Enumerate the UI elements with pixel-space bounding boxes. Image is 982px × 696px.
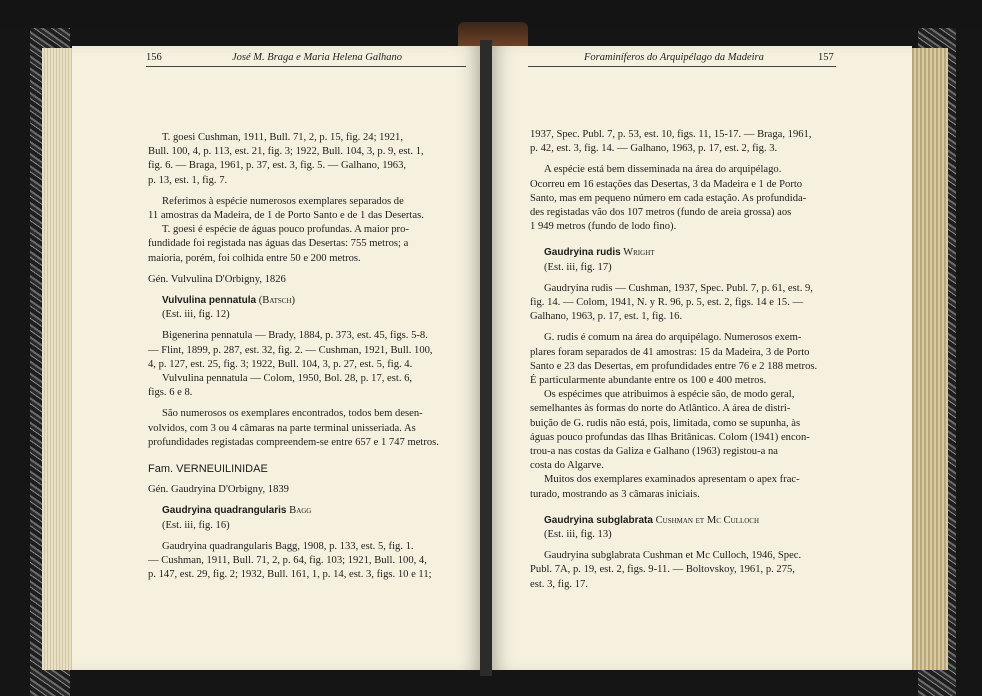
text-line: Santo e 23 das Desertas, em profundidades entre 76 e 2 188 metros. [530, 360, 818, 372]
species-heading [148, 294, 450, 308]
text-line: est. 3, fig. 17. [530, 578, 588, 590]
species-name: Gaudryina subglabrata [544, 514, 653, 526]
text-line: Gaudryina subglabrata Cushman et Mc Culloch, 1946, Spec. [544, 550, 802, 562]
text-line: plares foram separados de 41 amostras: 15 da Madeira, 3 de Porto [530, 346, 810, 358]
left-header-rule [146, 66, 466, 67]
plate-reference: (Est. iii, fig. 16) [162, 519, 230, 531]
text-line: p. 147, est. 29, fig. 2; 1932, Bull. 161, 1, p. 14, est. 3, figs. 10 e 11; [148, 569, 432, 581]
text-line: É particularmente abundante entre os 100 e 400 metros. [530, 375, 767, 387]
text-line: des registadas vão dos 107 metros (fundo de areia grossa) aos [530, 207, 792, 219]
text-line: turado, mostrando as 3 câmaras iniciais. [530, 488, 700, 500]
text-line: T. goesi Cushman, 1911, Bull. 71, 2, p. 15, fig. 24; 1921, [162, 132, 404, 143]
right-page-number: 157 [818, 52, 834, 63]
text-line: São numerosos os exemplares encontrados, todos bem desen- [162, 408, 423, 420]
species-heading [148, 504, 450, 518]
right-header-rule [528, 66, 836, 67]
text-line: volvidos, com 3 ou 4 câmaras na parte terminal unisseriada. As [148, 422, 416, 434]
text-line: — Flint, 1899, p. 287, est. 32, fig. 2. — Cushman, 1921, Bull. 100, [148, 344, 433, 356]
plate-reference: (Est. iii, fig. 13) [544, 529, 612, 541]
text-line: 11 amostras da Madeira, de 1 de Porto Santo e de 1 das Desertas. [148, 210, 424, 222]
text-line: 1937, Spec. Publ. 7, p. 53, est. 10, figs. 11, 15-17. — Braga, 1961, [530, 129, 812, 140]
text-line: profundidades registadas compreendem-se entre 657 e 1 747 metros. [148, 436, 439, 448]
text-line: 1 949 metros (fundo de lodo fino). [530, 221, 677, 233]
text-line: Muitos dos exemplares examinados apresentam o apex frac- [544, 474, 800, 486]
right-running-head: Foraminíferos do Arquipélago da Madeira [584, 52, 764, 63]
text-line: Os espécimes que atribuimos à espécie são, de modo geral, [544, 389, 795, 401]
genus-heading: Gén. Vulvulina D'Orbigny, 1826 [148, 273, 286, 285]
text-line: figs. 6 e 8. [148, 387, 193, 399]
text-line: fig. 14. — Colom, 1941, N. y R. 96, p. 5, est. 2, figs. 14 e 15. — [530, 297, 804, 309]
genus-heading: Gén. Gaudryina D'Orbigny, 1839 [148, 484, 289, 496]
book-gutter [480, 40, 492, 676]
text-line: fig. 6. — Braga, 1961, p. 37, est. 3, fig. 5. — Galhano, 1963, [148, 160, 407, 172]
species-heading [530, 514, 836, 528]
text-line: buição de G. rudis não está, pois, limitada, como se supunha, às [530, 417, 801, 429]
text-line: p. 13, est. 1, fig. 7. [148, 174, 228, 186]
right-page-body [530, 128, 836, 592]
text-line: águas pouco profundas das Ilhas Britânicas. Colom (1941) encon- [530, 431, 810, 443]
species-name: Gaudryina quadrangularis [162, 505, 287, 517]
text-line: Ocorreu em 16 estações das Desertas, 3 da Madeira e 1 de Porto [530, 178, 803, 190]
text-line: Gaudryina rudis — Cushman, 1937, Spec. Publ. 7, p. 61, est. 9, [544, 282, 813, 294]
text-line: costa do Algarve. [530, 460, 604, 472]
text-line: Referimos à espécie numerosos exemplares separados de [162, 195, 404, 207]
text-line: Bigenerina pennatula — Brady, 1884, p. 373, est. 45, figs. 5-8. [162, 330, 428, 342]
text-line: A espécie está bem disseminada na área do arquipélago. [544, 164, 782, 176]
text-line: 4, p. 127, est. 25, fig. 3; 1922, Bull. 104, 3, p. 27, est. 5, fig. 4. [148, 358, 413, 370]
species-author: Wright [620, 247, 655, 259]
text-line: maioria, porém, foi colhida entre 50 e 200 metros. [148, 252, 361, 264]
species-name: Gaudryina rudis [544, 247, 621, 259]
species-author: (Batsch) [256, 295, 296, 307]
text-line: Publ. 7A, p. 19, est. 2, figs. 9-11. — Boltovskoy, 1961, p. 275, [530, 564, 795, 576]
text-line: T. goesi é espécie de águas pouco profundas. A maior pro- [162, 224, 409, 236]
text-line: trou-a nas costas da Galiza e Galhano (1963) registou-a na [530, 446, 778, 458]
text-line: Santo, mas em pequeno número em cada estação. As profundida- [530, 192, 807, 204]
text-line: fundidade foi registada nas águas das Desertas: 755 metros; a [148, 238, 409, 250]
left-page-body [148, 131, 450, 582]
plate-reference: (Est. iii, fig. 17) [544, 261, 612, 273]
text-line: p. 42, est. 3, fig. 14. — Galhano, 1963, p. 17, est. 2, fig. 3. [530, 143, 778, 155]
text-line: — Cushman, 1911, Bull. 71, 2, p. 64, fig. 103; 1921, Bull. 100, 4, [148, 555, 427, 567]
species-author: Cushman et Mc Culloch [652, 514, 760, 526]
species-author: Bagg [286, 505, 312, 517]
text-line: semelhantes às formas do norte do Atlântico. A área de distri- [530, 403, 791, 415]
left-page-number: 156 [146, 52, 162, 63]
family-heading: Fam. VERNEUILINIDAE [148, 463, 268, 476]
species-heading [530, 246, 836, 260]
species-name: Vulvulina pennatula [162, 295, 257, 307]
plate-reference: (Est. iii, fig. 12) [162, 309, 230, 321]
right-page-edges [906, 48, 948, 670]
left-running-head: José M. Braga e Maria Helena Galhano [232, 52, 403, 63]
text-line: Galhano, 1963, p. 17, est. 1, fig. 16. [530, 311, 683, 323]
text-line: Vulvulina pennatula — Colom, 1950, Bol. 28, p. 17, est. 6, [162, 373, 413, 385]
text-line: G. rudis é comum na área do arquipélago. Numerosos exem- [544, 332, 802, 344]
text-line: Bull. 100, 4, p. 113, est. 21, fig. 3; 1922, Bull. 104, 3, p. 9, est. 1, [148, 146, 424, 158]
text-line: Gaudryina quadrangularis Bagg, 1908, p. 133, est. 5, fig. 1. [162, 540, 414, 552]
